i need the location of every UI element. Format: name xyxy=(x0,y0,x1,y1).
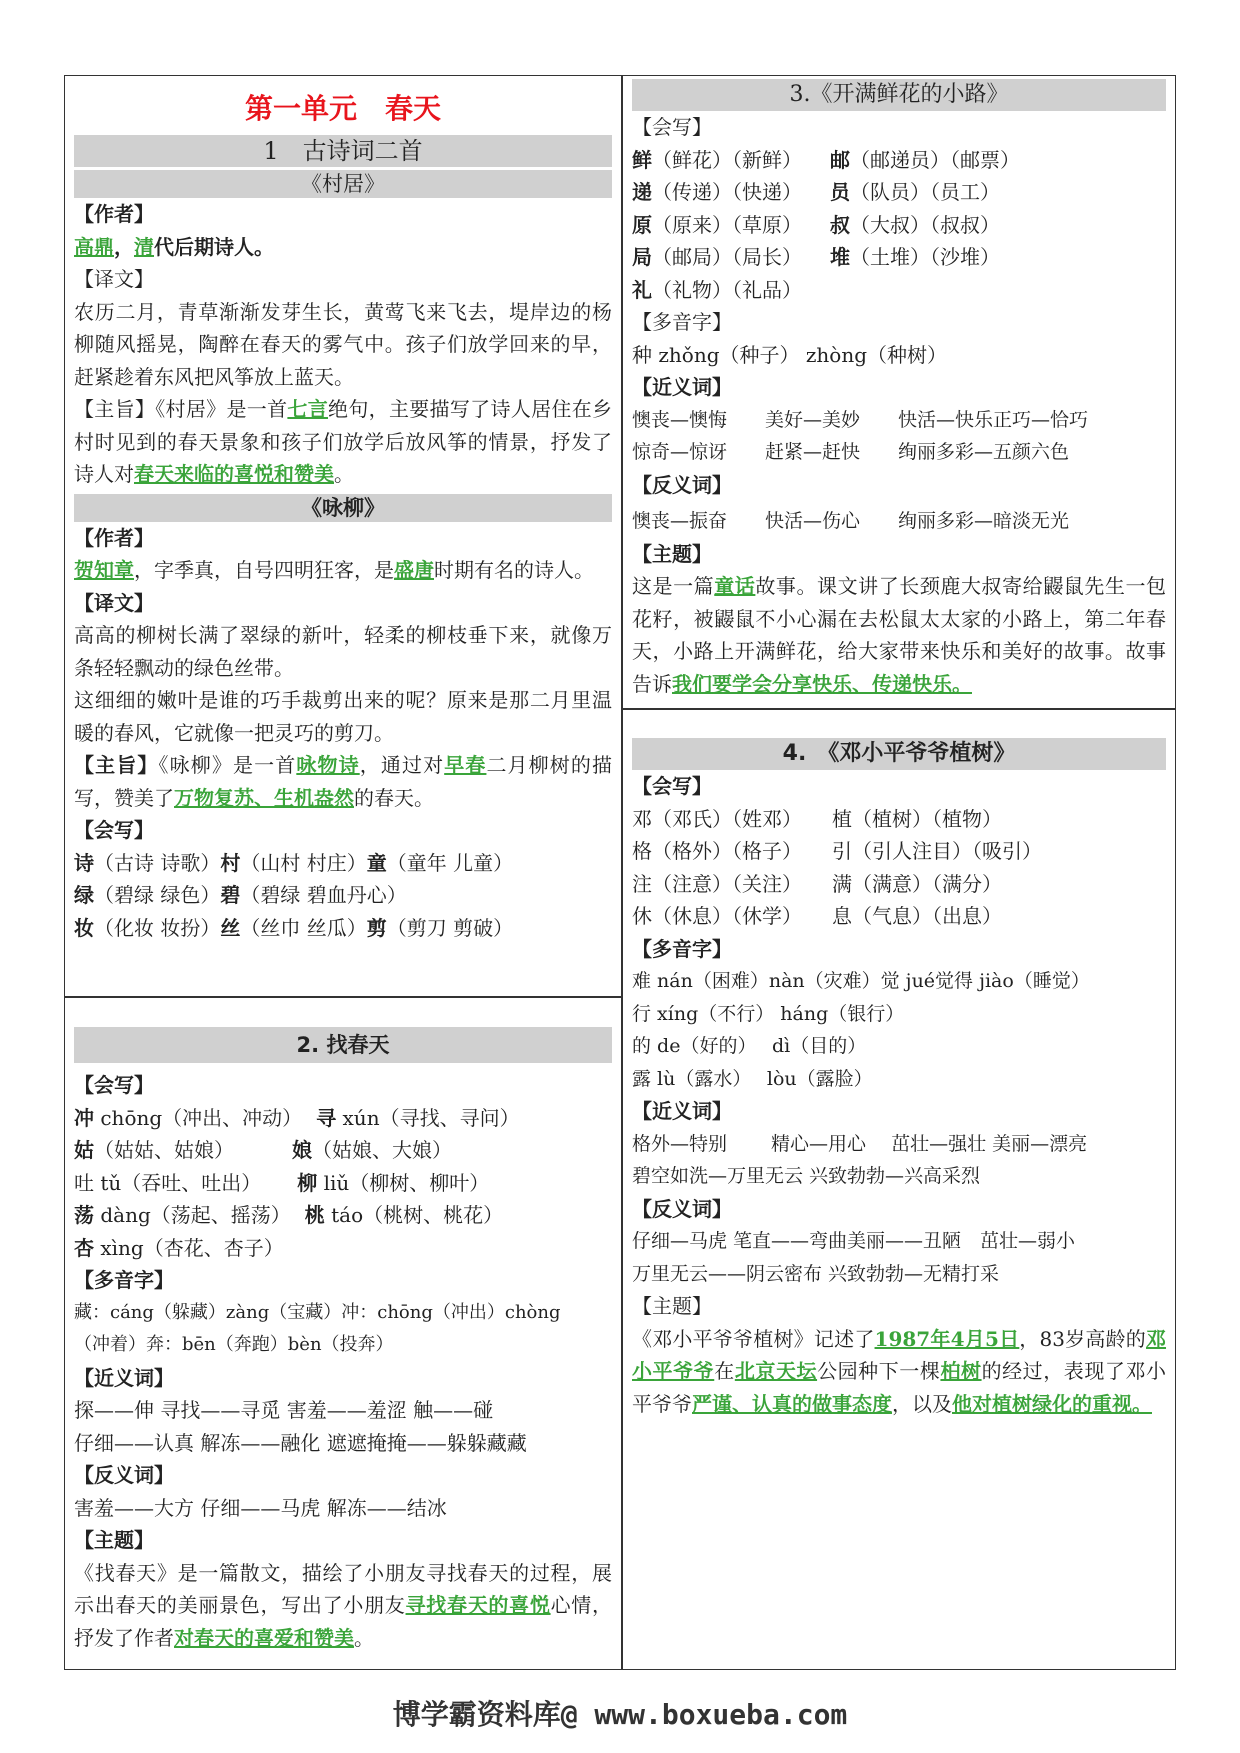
lesson2-write-row-5: 杏 xìng（杏花、杏子） xyxy=(74,1235,284,1260)
lesson2-ant-heading: 【反义词】 xyxy=(74,1463,174,1487)
poem1-author-heading: 【作者】 xyxy=(74,202,154,226)
lesson4-poly-1: 难 nán（困难）nàn（灾难）觉 jué觉得 jiào（睡觉） xyxy=(632,970,1090,992)
lesson4-theme: 《邓小平爷爷植树》记述了1987年4月5日，83岁高龄的邓小平爷爷在北京天坛公园种下一棵柏树的经过，表现了邓小平爷爷严谨、认真的做事态度，以及他对植树绿化的重视。 xyxy=(632,1326,1167,1416)
lesson2-write-row-2: 姑（姑姑、姑娘） 娘（姑娘、大娘） xyxy=(74,1138,452,1162)
lesson2-write-row-4: 荡 dàng（荡起、摇荡） 桃 táo（桃树、桃花） xyxy=(74,1203,504,1227)
poem2-write-row-2: 绿（碧绿 绿色）碧（碧绿 碧血丹心） xyxy=(74,883,407,907)
poem2-author: 贺知章，字季真，自号四明狂客，是盛唐时期有名的诗人。 xyxy=(74,558,594,582)
lesson2-syn-heading: 【近义词】 xyxy=(74,1365,174,1390)
poem1-theme: 【主旨】《村居》是一首七言绝句，主要描写了诗人居住在乡村时见到的春天景象和孩子们放学后放风筝的情景，抒发了诗人对春天来临的喜悦和赞美。 xyxy=(74,397,613,486)
lesson4-write-row: 休（休息）（休学） 息（气息）（出息） xyxy=(632,904,1002,928)
lesson2-write-heading: 【会写】 xyxy=(74,1073,154,1097)
lesson4-write-row: 邓（邓氏）（姓邓） 植（植树）（植物） xyxy=(632,806,1002,831)
lesson2-poly-1: 藏：cáng（躲藏）zàng（宝藏）冲：chōng（冲出）chòng xyxy=(74,1301,561,1323)
lesson4-write-heading: 【会写】 xyxy=(632,774,712,798)
right-column xyxy=(622,75,1176,700)
lesson3-write-row: 局（邮局）（局长） 堆（土堆）（沙堆） xyxy=(632,245,1000,269)
poem1-author: 高鼎，清代后期诗人。 xyxy=(74,234,274,259)
lesson4-title: 4. 《邓小平爷爷植树》 xyxy=(632,738,1166,770)
lesson3-write-list xyxy=(632,144,1166,307)
lesson2-syn-2: 仔细——认真 解冻——融化 遮遮掩掩——躲躲藏藏 xyxy=(74,1430,527,1455)
lesson4-body xyxy=(622,770,1176,1420)
section-divider-right xyxy=(622,708,1176,710)
lesson4-write-row: 注（注意）（关注） 满（满意）（满分） xyxy=(632,871,1002,896)
lesson4-ant-1: 仔细—马虎 笔直——弯曲美丽——丑陋 茁壮—弱小 xyxy=(632,1230,1076,1252)
poem2-theme: 【主旨】《咏柳》是一首咏物诗，通过对早春二月柳树的描写，赞美了万物复苏、生机盎然的春天。 xyxy=(74,753,613,810)
dynasty: 清 xyxy=(134,234,154,259)
lesson3-syn-1: 懊丧—懊悔 美好—美妙 快活—快乐正巧—恰巧 xyxy=(632,408,1089,431)
lesson3-poly-1: 种 zhǒng（种子） zhòng（种树） xyxy=(632,342,947,367)
lesson3-body xyxy=(622,111,1176,700)
lesson4-write-row: 格（格外）（格子） 引（引人注目）（吸引） xyxy=(632,839,1042,863)
section-divider-left xyxy=(64,996,622,998)
lesson2-section xyxy=(64,1027,622,1654)
lesson4-poly-3: 的 de（好的） dì（目的） xyxy=(632,1035,867,1057)
lesson2-theme-heading: 【主题】 xyxy=(74,1528,154,1552)
poet-name: 高鼎 xyxy=(74,234,114,259)
lesson3-poly-heading: 【多音字】 xyxy=(632,310,732,334)
lesson3-write-row: 礼（礼物）（礼品） xyxy=(632,277,802,302)
lesson3-write-row: 原（原来）（草原） 叔（大叔）（叔叔） xyxy=(632,212,1000,237)
lesson4-syn-1: 格外—特别 精心—用心 茁壮—强壮 美丽—漂亮 xyxy=(632,1132,1088,1155)
lesson2-title: 2. 找春天 xyxy=(74,1027,612,1063)
lesson3-ant-heading: 【反义词】 xyxy=(632,472,732,497)
poem1-translation: 农历二月，青草渐渐发芽生长，黄莺飞来飞去，堤岸边的杨柳随风摇晃，陶醉在春天的雾气中。孩子们放学回来的早，赶紧趁着东风把风筝放上蓝天。 xyxy=(74,299,612,389)
lesson4-poly-4: 露 lù（露水） lòu（露脸） xyxy=(632,1067,873,1090)
lesson4-theme-heading: 【主题】 xyxy=(632,1294,712,1318)
lesson4-section xyxy=(622,738,1176,1420)
lesson2-poly-2: （冲着）奔：bēn（奔跑）bèn（投奔） xyxy=(74,1334,394,1355)
lesson3-write-row: 鲜（鲜花）（新鲜） 邮（邮递员）（邮票） xyxy=(632,147,1020,172)
poem1-trans-heading: 【译文】 xyxy=(74,267,154,291)
lesson4-ant-2: 万里无云——阴云密布 兴致勃勃—无精打采 xyxy=(632,1262,1000,1285)
lesson3-write-row: 递（传递）（快递） 员（队员）（员工） xyxy=(632,180,1000,204)
lesson2-body xyxy=(64,1069,622,1654)
poem2-body xyxy=(64,522,622,945)
lesson4-syn-heading: 【近义词】 xyxy=(632,1099,732,1123)
lesson3-ant-1: 懊丧—振奋 快活—伤心 绚丽多彩—暗淡无光 xyxy=(632,510,1070,532)
lesson4-syn-2: 碧空如洗—万里无云 兴致勃勃—兴高采烈 xyxy=(632,1165,981,1187)
lesson4-poly-2: 行 xíng（不行） háng（银行） xyxy=(632,1002,905,1025)
lesson4-write-list xyxy=(632,803,1166,933)
poem1-body xyxy=(64,198,622,491)
poem2-trans-heading: 【译文】 xyxy=(74,590,154,615)
footer-watermark: 博学霸资料库@ www.boxueba.com xyxy=(392,1698,848,1731)
lesson1-title: 1 古诗词二首 xyxy=(74,135,612,167)
lesson4-ant-heading: 【反义词】 xyxy=(632,1196,732,1221)
poem2-write-row-1: 诗（古诗 诗歌）村（山村 村庄）童（童年 儿童） xyxy=(74,850,514,875)
poem2-write-row-3: 妆（化妆 妆扮）丝（丝巾 丝瓜）剪（剪刀 剪破） xyxy=(74,915,514,940)
lesson4-poly-heading: 【多音字】 xyxy=(632,936,732,961)
lesson3-syn-heading: 【近义词】 xyxy=(632,375,732,399)
lesson3-write-heading: 【会写】 xyxy=(632,115,712,139)
poem1-title: 《村居》 xyxy=(74,170,612,198)
unit-title: 第一单元 春天 xyxy=(244,92,441,125)
poem2-author-heading: 【作者】 xyxy=(74,525,154,550)
lesson3-syn-2: 惊奇—惊讶 赶紧—赶快 绚丽多彩—五颜六色 xyxy=(632,441,1070,463)
lesson2-theme: 《找春天》是一篇散文，描绘了小朋友寻找春天的过程，展示出春天的美丽景色，写出了小朋友寻找春天的喜悦心情，抒发了作者对春天的喜爱和赞美。 xyxy=(74,1560,613,1650)
poem2-translation-2: 这细细的嫩叶是谁的巧手裁剪出来的呢？原来是那二月里温暖的春风，它就像一把灵巧的剪刀。 xyxy=(74,688,612,745)
left-column xyxy=(64,75,622,944)
lesson3-title: 3.《开满鲜花的小路》 xyxy=(632,79,1166,111)
lesson2-write-row-3: 吐 tǔ（吞吐、吐出） 柳 liǔ（柳树、柳叶） xyxy=(74,1170,490,1195)
lesson2-syn-1: 探——伸 寻找——寻觅 害羞——羞涩 触——碰 xyxy=(74,1398,494,1422)
lesson2-ant-1: 害羞——大方 仔细——马虎 解冻——结冰 xyxy=(74,1495,447,1520)
poem2-translation-1: 高高的柳树长满了翠绿的新叶，轻柔的柳枝垂下来，就像万条轻轻飘动的绿色丝带。 xyxy=(74,623,612,680)
lesson2-poly-heading: 【多音字】 xyxy=(74,1268,174,1292)
lesson2-write-row-1: 冲 chōng（冲出、冲动） 寻 xún（寻找、寻问） xyxy=(74,1105,520,1130)
poem2-title: 《咏柳》 xyxy=(74,494,612,522)
lesson3-theme-heading: 【主题】 xyxy=(632,541,712,566)
poem2-write-heading: 【会写】 xyxy=(74,818,154,842)
lesson3-theme: 这是一篇童话故事。课文讲了长颈鹿大叔寄给鼹鼠先生一包花籽，被鼹鼠不小心漏在去松鼠太太家的小路上，第二年春天，小路上开满鲜花，给大家带来快乐和美好的故事。故事告诉我们要学会分享快乐、传递快乐。 xyxy=(632,574,1167,696)
